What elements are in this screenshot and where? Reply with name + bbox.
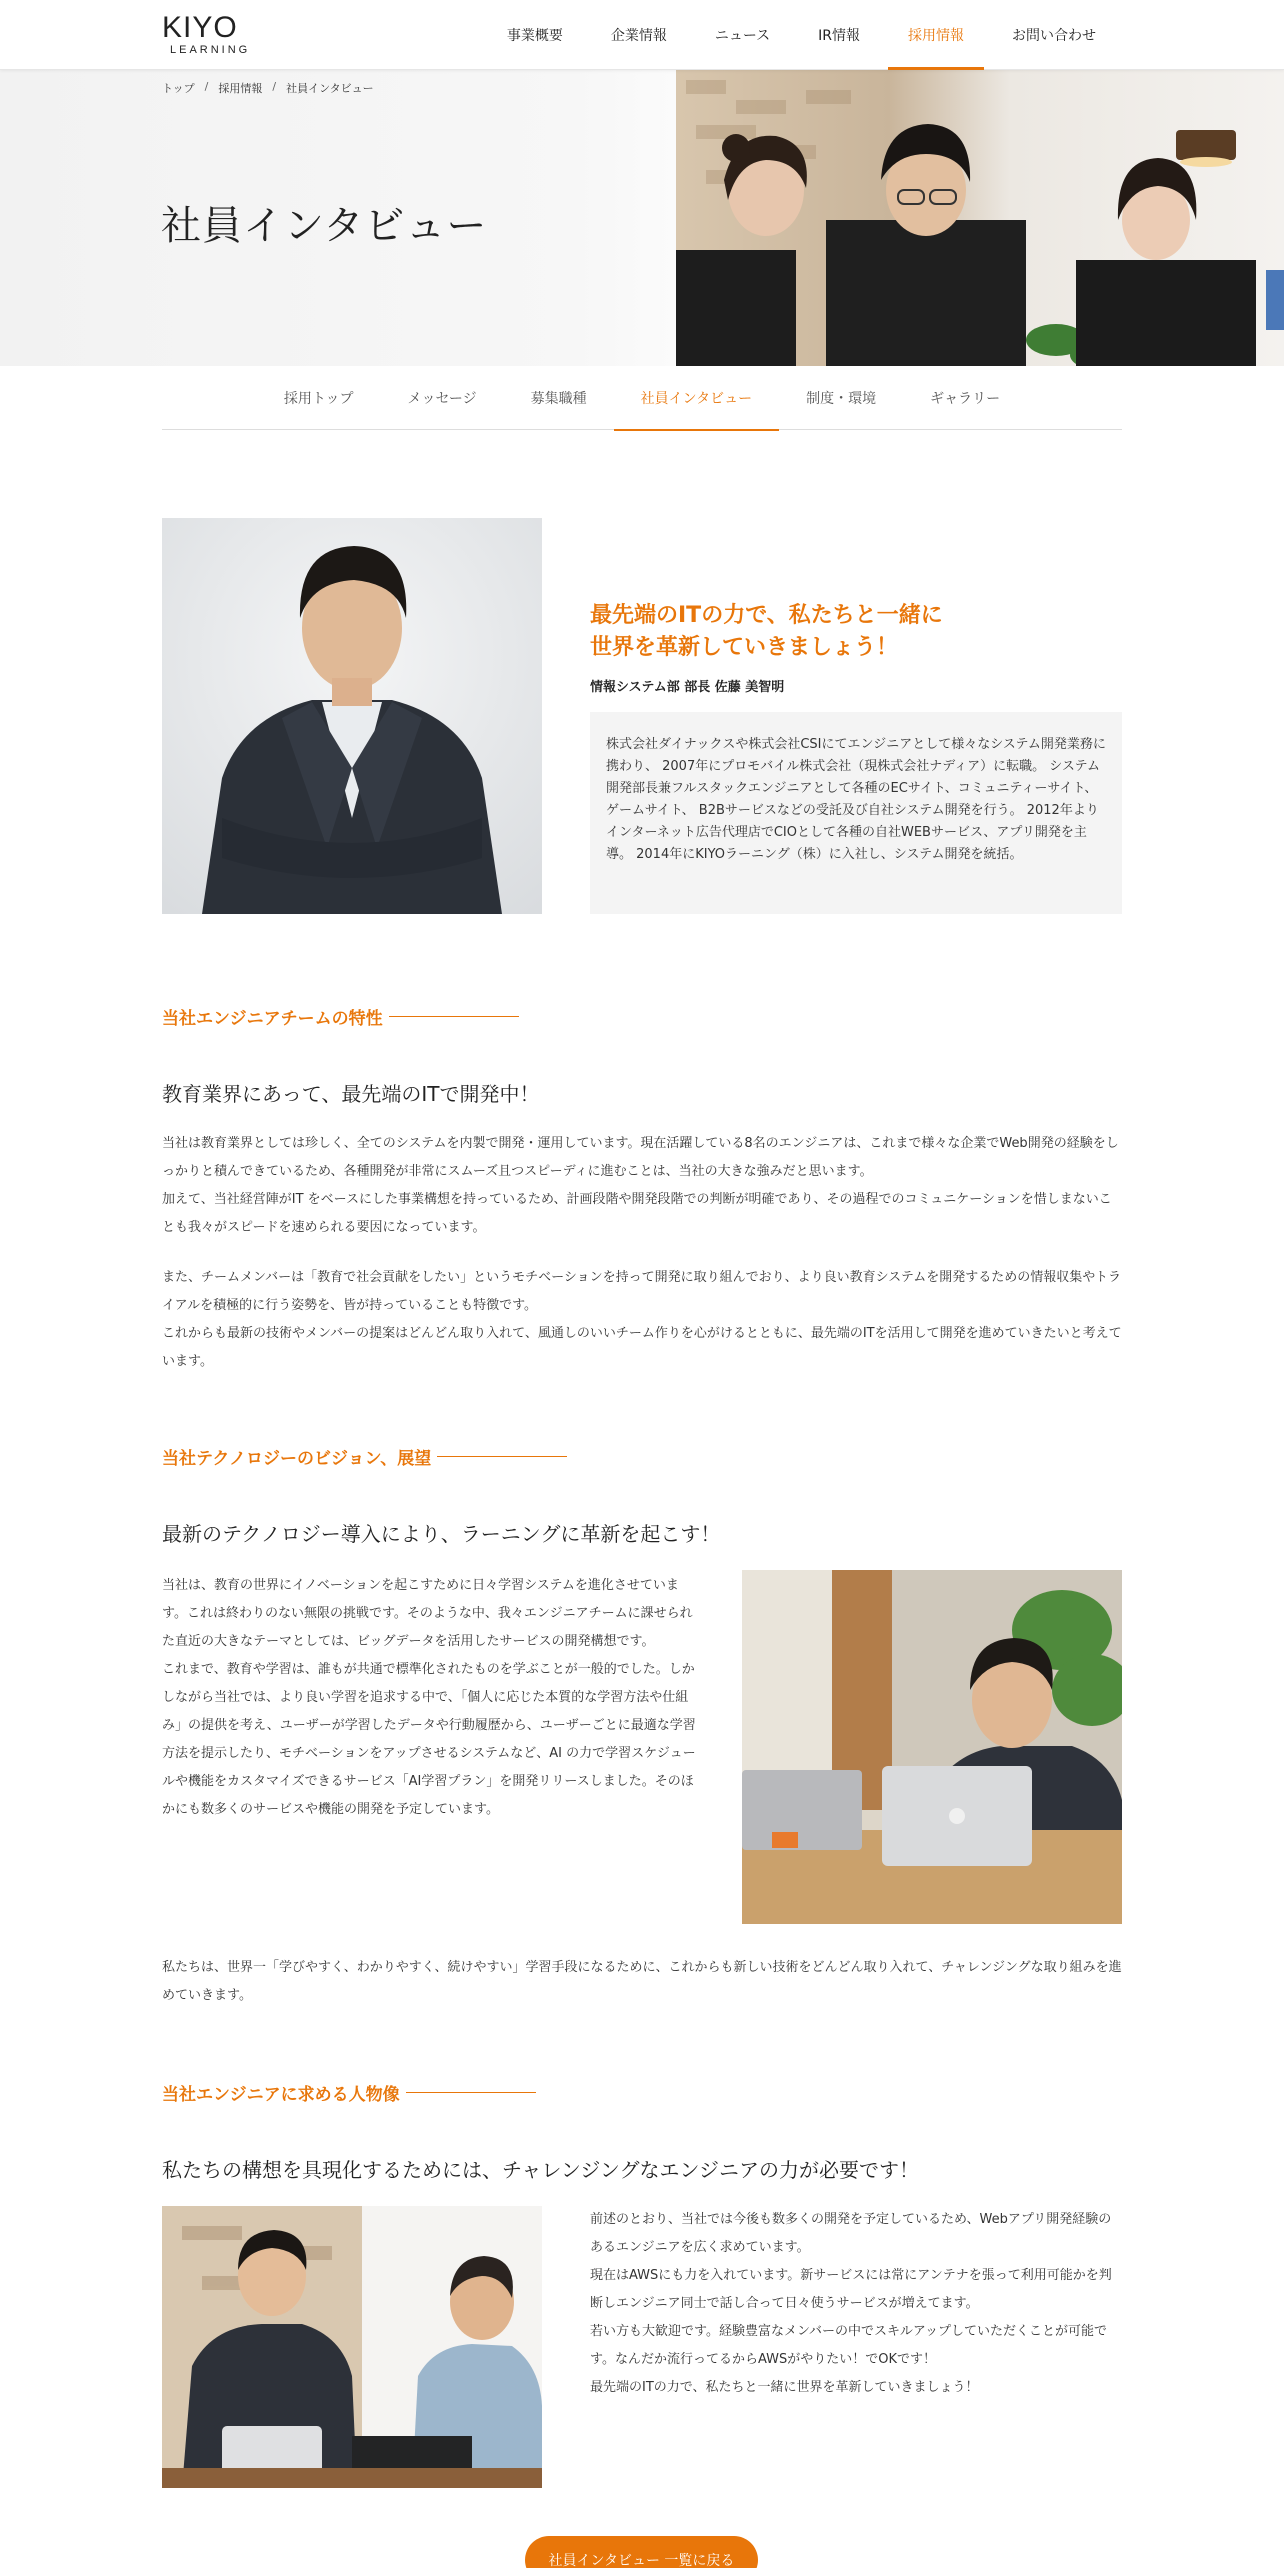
back-to-interview-list-button[interactable]: 社員インタビュー 一覧に戻る bbox=[525, 2536, 758, 2568]
hero-banner bbox=[0, 70, 1284, 366]
logo-subtext: LEARNING bbox=[170, 44, 251, 56]
nav-item-ir[interactable]: IR情報 bbox=[818, 28, 860, 44]
nav-item-company[interactable]: 企業情報 bbox=[610, 28, 667, 44]
profile-photo bbox=[162, 518, 542, 914]
section-heading-text: 当社エンジニアチームの特性 bbox=[162, 1009, 383, 1029]
nav-item-recruit[interactable]: 採用情報 bbox=[884, 0, 988, 70]
people-photo-engineers bbox=[162, 2206, 542, 2488]
profile-name: 情報システム部 部長 佐藤 美智明 bbox=[590, 680, 785, 695]
heading-rule bbox=[406, 2092, 536, 2093]
tab-interview[interactable]: 社員インタビュー bbox=[614, 366, 779, 430]
tab-benefits[interactable]: 制度・環境 bbox=[806, 391, 877, 407]
section-text-vision-2: 私たちは、世界一「学びやすく、わかりやすく、続けやすい」学習手段になるために、これからも新しい技術をどんどん取り入れて、チャレンジングな取り組みを進めていきます。 bbox=[162, 1960, 1122, 2003]
profile-catchphrase: 最先端のITの力で、私たちと一緒に 世界を革新していきましょう！ bbox=[590, 603, 943, 660]
profile-bio-box bbox=[590, 712, 1122, 914]
heading-rule bbox=[437, 1456, 567, 1457]
vision-photo-laptop bbox=[742, 1570, 1122, 1924]
section-text-team-1: 当社は教育業界としては珍しく、全てのシステムを内製で開発・運用しています。現在活躍している8名のエンジニアは、これまで様々な企業でWeb開発の経験をしっかりと積んできているため、各種開発が非常にスムーズ且つスピーディに進むことは、当社の大きな強みだと思います。 加えて、当社経営陣がIT をベースにした事業構想を持っているため、計画段階や開発段階での判断が明確であり、その過程でのコミュニケーションを惜しまないことも我々がスピードを速められる要因になっています。 bbox=[162, 1136, 1119, 1235]
section-heading-team bbox=[162, 1004, 519, 1029]
breadcrumb-separator: / bbox=[272, 80, 277, 93]
breadcrumb-recruit[interactable]: 採用情報 bbox=[218, 82, 263, 95]
tab-gallery[interactable]: ギャラリー bbox=[930, 391, 1001, 407]
section-heading-text: 当社テクノロジーのビジョン、展望 bbox=[162, 1449, 432, 1469]
tab-positions[interactable]: 募集職種 bbox=[530, 391, 587, 407]
tab-message[interactable]: メッセージ bbox=[407, 391, 477, 407]
section-heading-people bbox=[162, 2080, 536, 2105]
global-nav bbox=[483, 0, 1120, 70]
nav-item-contact[interactable]: お問い合わせ bbox=[1012, 28, 1096, 44]
section-heading-vision bbox=[162, 1444, 567, 1469]
logo-text: KIYO bbox=[162, 11, 238, 44]
recruit-subnav bbox=[162, 366, 1122, 430]
site-header bbox=[0, 0, 1284, 70]
section-heading-text: 当社エンジニアに求める人物像 bbox=[162, 2085, 400, 2105]
breadcrumb-top[interactable]: トップ bbox=[162, 82, 195, 95]
breadcrumb-current: 社員インタビュー bbox=[286, 82, 374, 95]
kiyo-learning-logo[interactable] bbox=[162, 11, 254, 56]
section-subtitle-people: 私たちの構想を具現化するためには、チャレンジングなエンジニアの力が必要です！ bbox=[162, 2158, 919, 2182]
section-text-team-2: また、チームメンバーは「教育で社会貢献をしたい」というモチベーションを持って開発に取り組んでおり、より良い教育システムを開発するための情報収集やトライアルを積極的に行う姿勢を、皆が持っていることも特徴です。 これからも最新の技術やメンバーの提案はどんどん取り入れて、風通しのいいチーム作りを心がけるとともに、最先端のITを活用して開発を進めていきたいと考えています。 bbox=[162, 1270, 1122, 1369]
tab-recruit-top[interactable]: 採用トップ bbox=[283, 391, 354, 407]
hero-team-photo bbox=[676, 70, 1284, 366]
nav-item-business[interactable]: 事業概要 bbox=[506, 28, 563, 44]
heading-rule bbox=[389, 1016, 519, 1017]
page-title: 社員インタビュー bbox=[161, 203, 488, 249]
section-text-people: 前述のとおり、当社では今後も数多くの開発を予定しているため、Webアプリ開発経験のあるエンジニアを広く求めています。 現在はAWSにも力を入れています。新サービスには常にアンテナを張って利用可能かを判断しエンジニア同士で話し合って日々使うサービスが増えてます。 若い方も大歓迎です。経験豊富なメンバーの中でスキルアップしていただくことが可能です。なんだか流行ってるからAWSがやりたい！でOKです！ 最先端のITの力で、私たちと一緒に世界を革新していきましょう！ bbox=[590, 2212, 1112, 2395]
section-text-vision-1: 当社は、教育の世界にイノベーションを起こすために日々学習システムを進化させています。これは終わりのない無限の挑戦です。そのような中、我々エンジニアチームに課せられた直近の大きなテーマとしては、ビッグデータを活用したサービスの開発構想です。 これまで、教育や学習は、誰もが共通で標準化されたものを学ぶことが一般的でした。しかしながら当社では、より良い学習を追求する中で、「個人に応じた本質的な学習方法や仕組み」の提供を考え、ユーザーが学習したデータや行動履歴から、ユーザーごとに最適な学習方法を提示したり、モチベーションをアップさせるシステムなど、AI の力で学習スケジュールや機能をカスタマイズできるサービス「AI学習プラン」を開発リリースしました。そのほかにも数多くのサービスや機能の開発を予定しています。 bbox=[162, 1578, 696, 1817]
nav-item-news[interactable]: ニュース bbox=[714, 28, 771, 44]
section-subtitle-vision: 最新のテクノロジー導入により、ラーニングに革新を起こす！ bbox=[162, 1522, 721, 1546]
breadcrumb-separator: / bbox=[204, 80, 209, 93]
section-subtitle-team: 教育業界にあって、最先端のITで開発中！ bbox=[162, 1082, 540, 1106]
profile-bio: 株式会社ダイナックスや株式会社CSIにてエンジニアとして様々なシステム開発業務に携わり、 2007年にプロモバイル株式会社（現株式会社ナディア）に転職。 システム開発部長兼フルスタックエンジニアとして各種のECサイト、コミュニティーサイト、ゲームサイト、 B2Bサービスなどの受託及び自社システム開発を行う。 2012年よりインターネット広告代理店でCIOとして各種の自社WEBサービス、アプリ開発を主導。 2014年にKIYOラーニング（株）に入社し、システム開発を統括。 bbox=[606, 737, 1106, 862]
breadcrumb bbox=[162, 80, 374, 96]
